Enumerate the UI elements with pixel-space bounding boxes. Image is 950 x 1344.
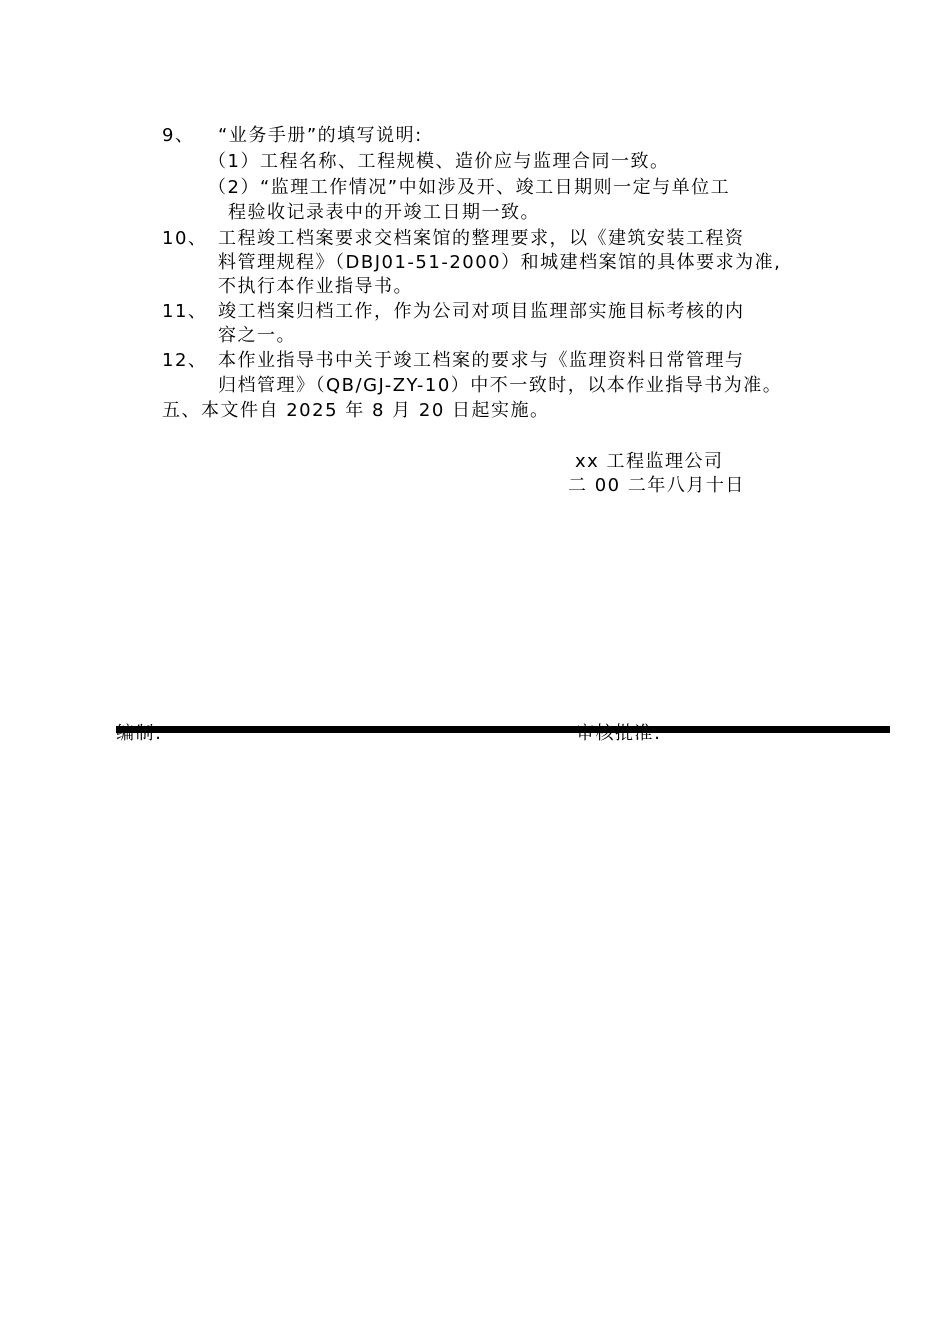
prepared-by-label: 编制: — [116, 723, 163, 744]
item-9-sub-2-line-1: （2）“监理工作情况”中如涉及开、竣工日期则一定与单位工 — [208, 177, 731, 198]
item-11-number: 11、 — [162, 301, 208, 322]
section-5: 五、本文件自 2025 年 8 月 20 日起实施。 — [162, 400, 550, 421]
item-10-line-3: 不执行本作业指导书。 — [218, 276, 413, 297]
item-10-number: 10、 — [162, 228, 208, 249]
item-12-number: 12、 — [162, 350, 208, 371]
item-10-line-1: 工程竣工档案要求交档案馆的整理要求，以《建筑安装工程资 — [218, 228, 745, 249]
approved-by-label: 审核批准: — [576, 723, 662, 744]
item-9-sub-1: （1）工程名称、工程规模、造价应与监理合同一致。 — [208, 151, 670, 172]
item-9-text: “业务手册”的填写说明: — [218, 125, 423, 146]
signature-date: 二 00 二年八月十日 — [568, 475, 745, 496]
item-11-line-1: 竣工档案归档工作，作为公司对项目监理部实施目标考核的内 — [218, 301, 745, 322]
company-name: xx 工程监理公司 — [575, 451, 724, 472]
item-12-line-1: 本作业指导书中关于竣工档案的要求与《监理资料日常管理与 — [218, 350, 745, 371]
item-9-sub-2-line-2: 程验收记录表中的开竣工日期一致。 — [228, 202, 540, 223]
item-12-line-2: 归档管理》（QB/GJ-ZY-10）中不一致时，以本作业指导书为准。 — [218, 375, 783, 396]
item-10-line-2: 料管理规程》（DBJ01-51-2000）和城建档案馆的具体要求为准, — [218, 252, 782, 273]
item-11-line-2: 容之一。 — [218, 325, 296, 346]
footer-divider — [116, 726, 890, 733]
item-9-number: 9、 — [162, 125, 195, 146]
